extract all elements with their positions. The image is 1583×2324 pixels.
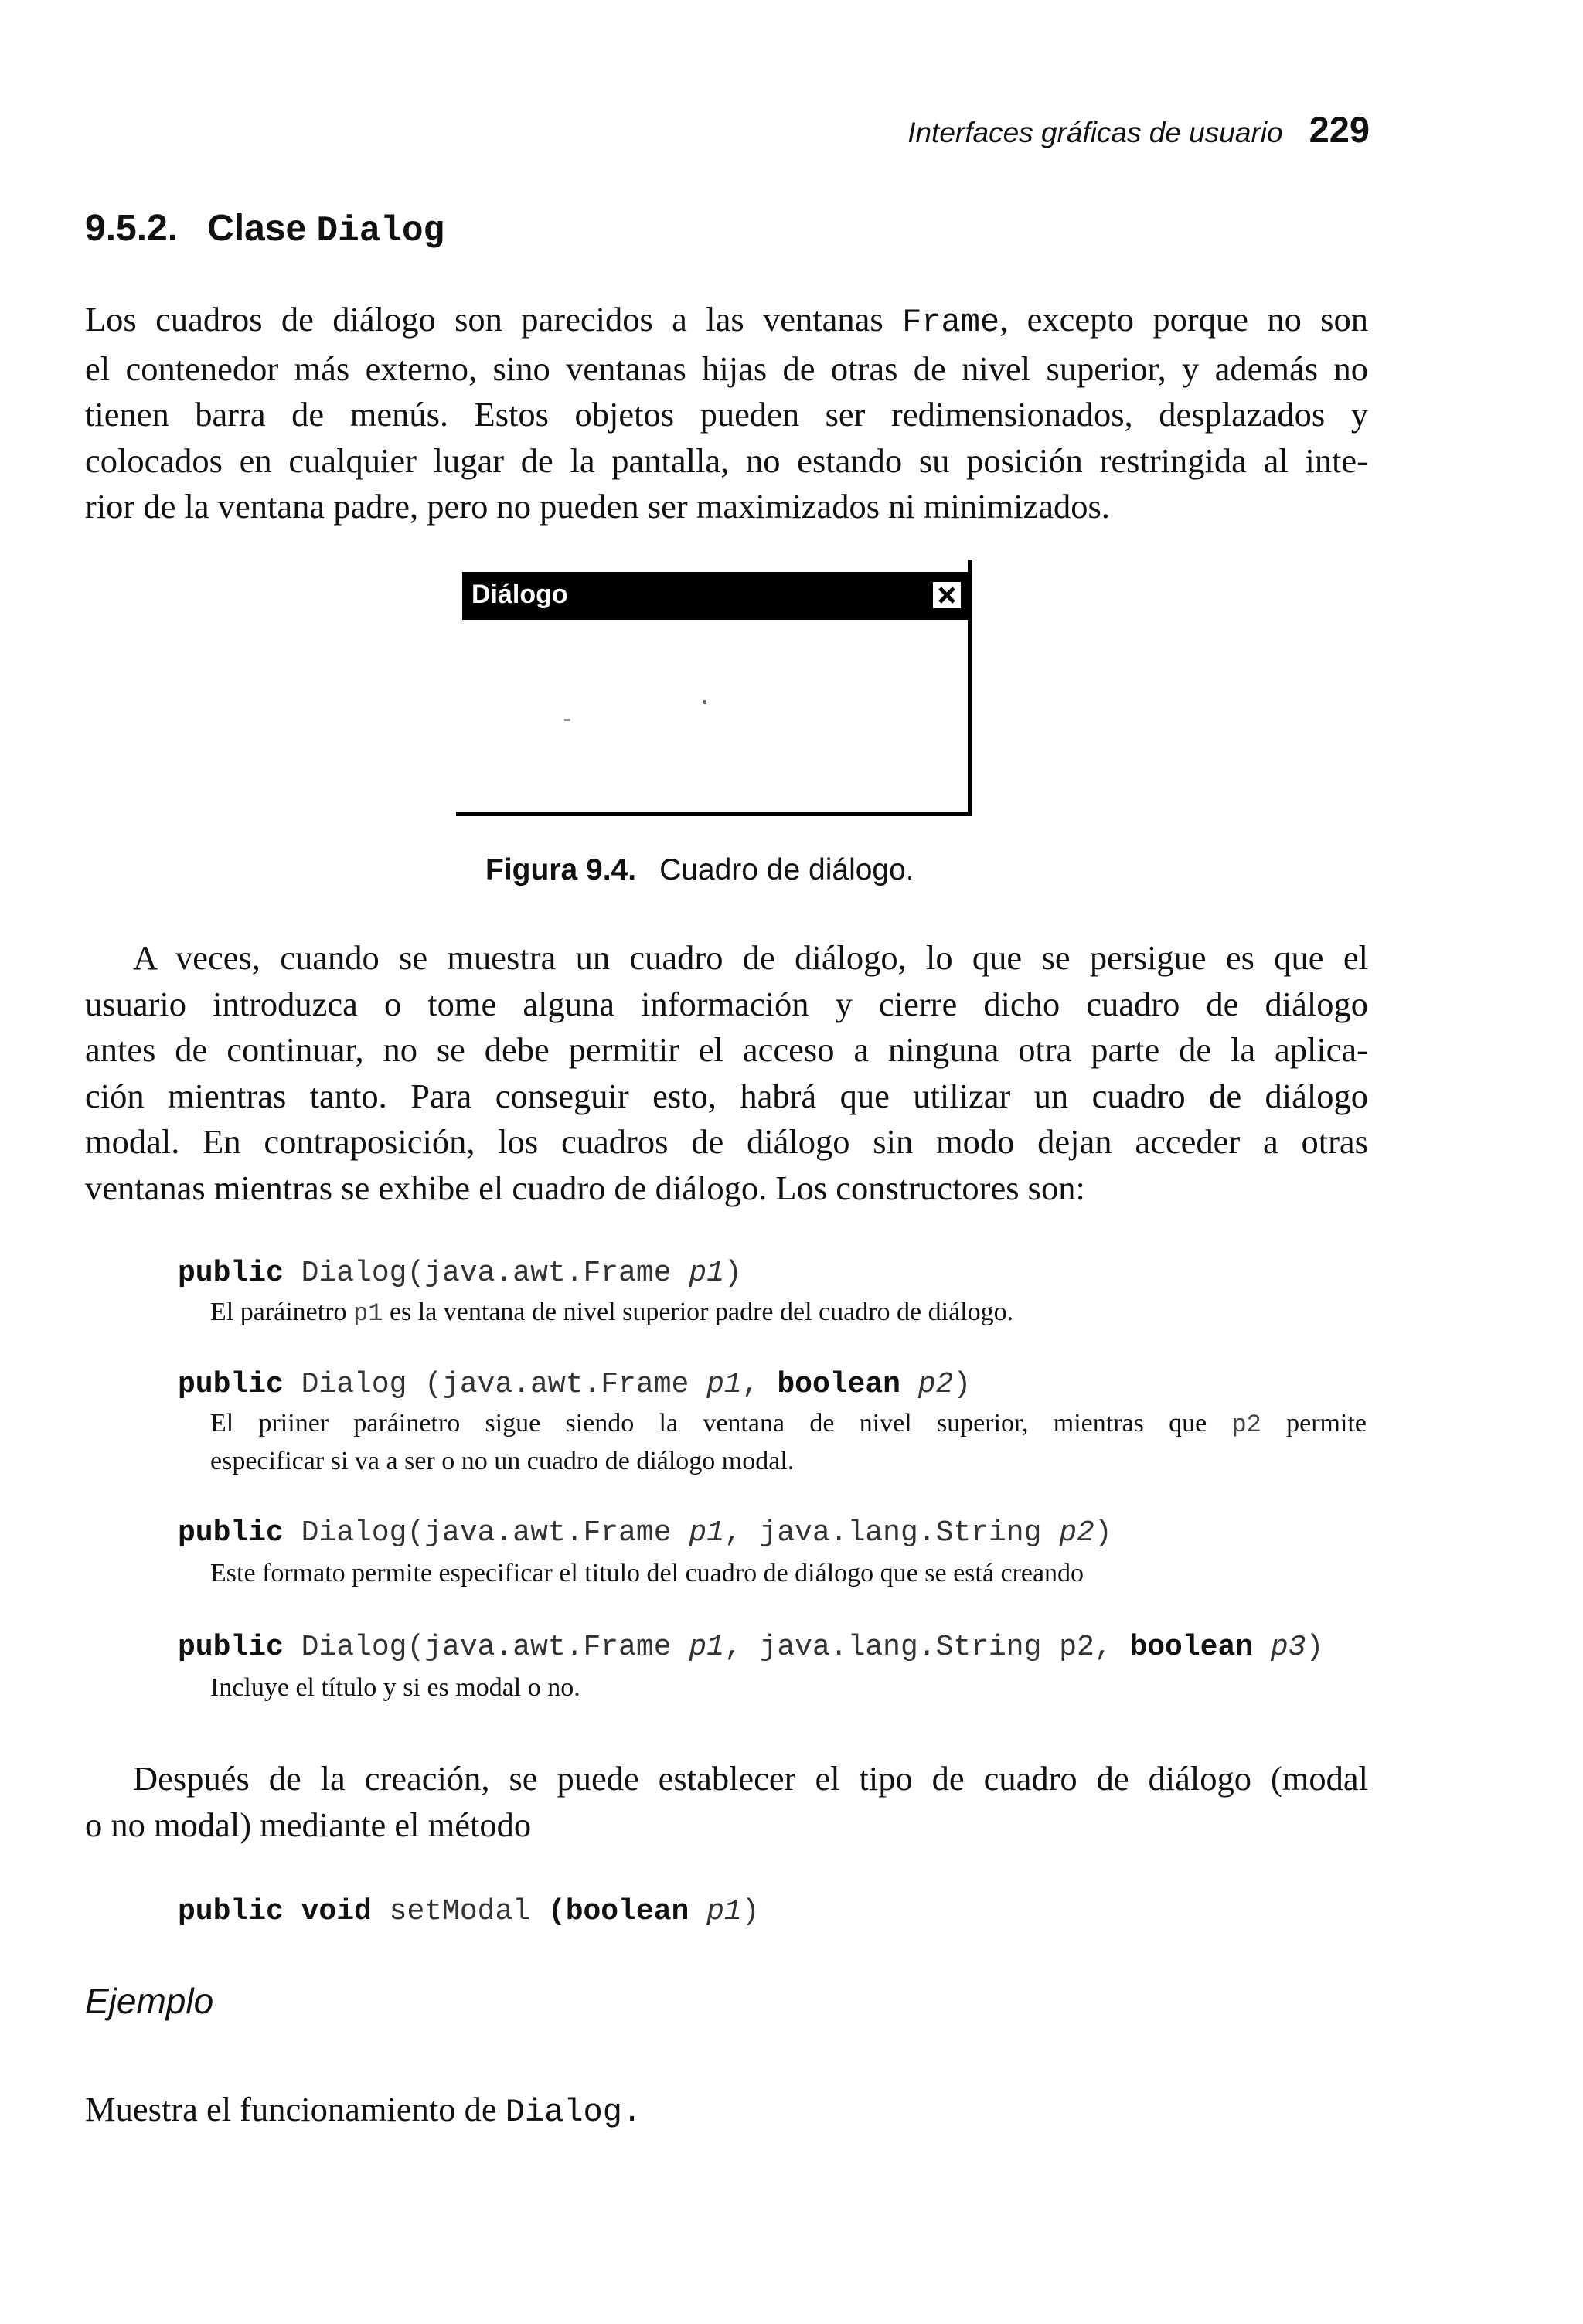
intro-line: colocados en cualquier lugar de la pantalla, no estando su posición restringida al inte- [85, 441, 1368, 480]
keyword: boolean [1129, 1631, 1254, 1664]
parameter: p1 [706, 1368, 742, 1401]
keyword: (boolean [547, 1895, 689, 1928]
after-creation-line [85, 1756, 1368, 1802]
intro-text: , excepto porque no son [999, 300, 1369, 339]
intro-line: tienen barra de menús. Estos objetos pueden ser redimensionados, desplazados y [85, 395, 1368, 434]
figure-caption-text: Cuadro de diálogo. [659, 853, 914, 886]
running-header-title: Interfaces gráficas de usuario [907, 117, 1283, 148]
modal-line: usuario introduzca o tome alguna información y cierre dicho cuadro de diálogo [85, 984, 1368, 1023]
modal-line: ción mientras tanto. Para conseguir esto, habrá que utilizar un cuadro de diálogo [85, 1076, 1368, 1115]
method-name: setModal [371, 1895, 548, 1928]
constructor-signature [178, 1257, 742, 1290]
example-code: Dialog. [505, 2094, 642, 2131]
signature-text: Dialog(java.awt.Frame [283, 1257, 689, 1290]
after-creation-line: o no modal) mediante el método [85, 1805, 532, 1844]
figure-caption [485, 853, 914, 887]
constructor-signature [178, 1368, 971, 1401]
signature-text: ) [953, 1368, 972, 1401]
dialog-close-button[interactable] [931, 580, 963, 611]
dialog-titlebar [462, 572, 971, 620]
keyword: public [178, 1516, 284, 1550]
after-creation-paragraph [85, 1756, 1368, 1848]
modal-line [85, 935, 1368, 982]
description-text: El priiner paráinetro sigue siendo la ventana de nivel superior, mientras que [210, 1409, 1232, 1438]
signature-text: , java.lang.String p2, [723, 1631, 1130, 1664]
signature-text: , java.lang.String [723, 1516, 1060, 1550]
parameter: p2 [900, 1368, 954, 1401]
parameter: p2 [1059, 1516, 1094, 1550]
close-icon [937, 586, 957, 604]
modal-line: antes de continuar, no se debe permitir el acceso a ninguna otra parte de la aplica- [85, 1030, 1368, 1069]
parameter: p1 [689, 1257, 724, 1290]
modal-paragraph [85, 935, 1368, 1211]
dialog-frame-right-edge [968, 560, 972, 816]
intro-line: rior de la ventana padre, pero no pueden ser maximizados ni minimizados. [85, 487, 1110, 526]
signature-text: ) [723, 1257, 742, 1290]
signature-text: , [741, 1368, 778, 1401]
description-text: permite [1261, 1409, 1367, 1438]
keyword: public [178, 1368, 284, 1401]
description-line [210, 1405, 1367, 1443]
modal-text: A veces, cuando se muestra un cuadro de diálogo, lo que se persigue es que el [133, 938, 1368, 977]
example-heading: Ejemplo [85, 1981, 214, 2021]
constructor-signature [178, 1631, 1323, 1664]
constructor-description: Este formato permite especificar el titulo del cuadro de diálogo que se está creando [210, 1559, 1084, 1587]
constructor-signature [178, 1516, 1112, 1550]
intro-line [85, 297, 1368, 346]
parameter: p3 [1253, 1631, 1306, 1664]
figure-label: Figura 9.4. [485, 853, 637, 886]
modal-line: ventanas mientras se exhibe el cuadro de diálogo. Los constructores son: [85, 1168, 1085, 1207]
dialog-speck [564, 719, 570, 721]
parameter: p1 [689, 1631, 724, 1664]
dialog-title: Diálogo [471, 580, 568, 609]
section-heading [85, 207, 444, 251]
frame-code: Frame [902, 304, 1000, 341]
intro-line: el contenedor más externo, sino ventanas hijas de otras de nivel superior, y además no [85, 349, 1368, 388]
section-number: 9.5.2. [85, 208, 179, 249]
description-code: p2 [1231, 1410, 1261, 1439]
parameter: p1 [689, 1895, 742, 1928]
intro-text: Los cuadros de diálogo son parecidos a las ventanas [85, 300, 883, 339]
signature-text: Dialog(java.awt.Frame [283, 1516, 689, 1550]
description-text: es la ventana de nivel superior padre del cuadro de diálogo. [383, 1298, 1014, 1326]
after-creation-text: Después de la creación, se puede establecer el tipo de cuadro de diálogo (modal [133, 1759, 1368, 1798]
signature-text: ) [1094, 1516, 1112, 1550]
signature-text: Dialog (java.awt.Frame [283, 1368, 707, 1401]
dialog-window-figure [456, 560, 982, 816]
section-title-word: Clase [207, 208, 307, 249]
description-line: especificar si va a ser o no un cuadro de diálogo modal. [210, 1447, 795, 1475]
dialog-frame-bottom-edge [456, 812, 972, 816]
example-paragraph [85, 2087, 642, 2136]
signature-text: Dialog(java.awt.Frame [283, 1631, 689, 1664]
running-header [907, 108, 1370, 151]
signature-text: ) [1306, 1631, 1324, 1664]
signature-text: ) [741, 1895, 760, 1928]
section-title-code: Dialog [316, 211, 445, 251]
constructor-description [210, 1294, 1013, 1332]
keyword: public [178, 1257, 284, 1290]
modal-line: modal. En contraposición, los cuadros de diálogo sin modo dejan acceder a otras [85, 1122, 1368, 1161]
example-text: Muestra el funcionamiento de [85, 2090, 506, 2128]
keyword: boolean [777, 1368, 900, 1401]
keyword: public [178, 1631, 284, 1664]
constructor-description: Incluye el título y si es modal o no. [210, 1673, 580, 1702]
constructor-description [210, 1405, 1367, 1479]
parameter: p1 [689, 1516, 724, 1550]
set-modal-signature [178, 1895, 760, 1928]
intro-paragraph [85, 297, 1368, 530]
description-code: p1 [353, 1299, 383, 1328]
page-number: 229 [1309, 109, 1370, 150]
dialog-speck [703, 700, 706, 704]
keyword: public void [178, 1895, 372, 1928]
description-text: El paráinetro [210, 1298, 354, 1326]
